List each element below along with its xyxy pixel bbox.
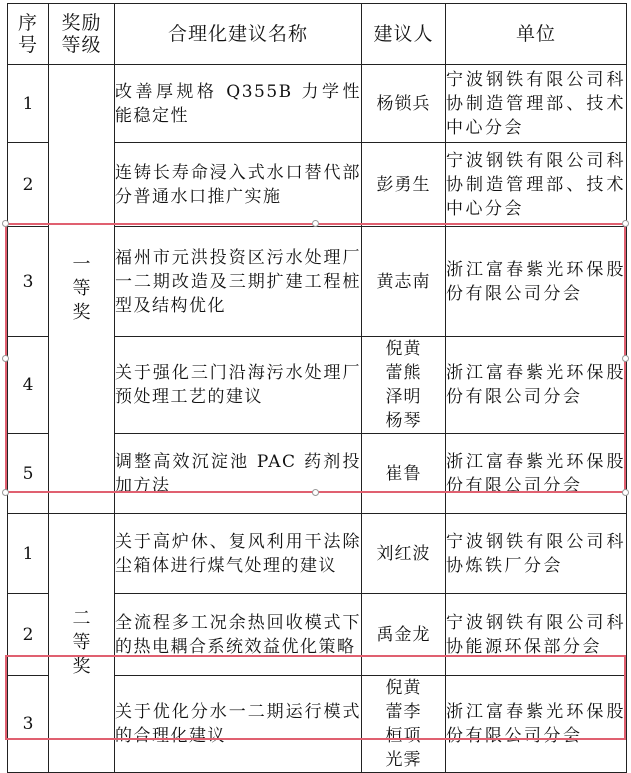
proposer-cell: 崔鲁: [362, 434, 446, 514]
seq-cell: 2: [8, 594, 49, 676]
unit-cell: 浙江富春紫光环保股份有限公司分会: [446, 337, 627, 434]
proposer-cell: 禹金龙: [362, 594, 446, 676]
proposal-name-cell: 全流程多工况余热回收模式下的热电耦合系统效益优化策略: [115, 594, 362, 676]
proposal-name-cell: 改善厚规格 Q355B 力学性能稳定性: [115, 65, 362, 143]
table-row: [8, 514, 627, 594]
resize-handle[interactable]: [2, 355, 9, 362]
seq-cell: 3: [8, 676, 49, 773]
proposer-cell: 杨锁兵: [362, 65, 446, 143]
proposer-cell: 倪黄蕾熊泽明杨琴: [362, 337, 446, 434]
seq-cell: 3: [8, 227, 49, 337]
seq-cell: 1: [8, 65, 49, 143]
header-unit: 单位: [446, 4, 627, 65]
header-name: 合理化建议名称: [115, 4, 362, 65]
seq-cell: 5: [8, 434, 49, 514]
resize-handle[interactable]: [312, 220, 319, 227]
header-proposer: 建议人: [362, 4, 446, 65]
proposal-name-cell: 关于强化三门沿海污水处理厂预处理工艺的建议: [115, 337, 362, 434]
resize-handle[interactable]: [2, 220, 9, 227]
unit-cell: 宁波钢铁有限公司科协制造管理部、技术中心分会: [446, 143, 627, 227]
proposer-cell: 倪黄蕾李桓项光霁: [362, 676, 446, 773]
unit-cell: 浙江富春紫光环保股份有限公司分会: [446, 227, 627, 337]
seq-cell: 2: [8, 143, 49, 227]
proposal-name-cell: 调整高效沉淀池 PAC 药剂投加方法: [115, 434, 362, 514]
table-row: [8, 65, 627, 143]
resize-handle[interactable]: [622, 489, 629, 496]
unit-cell: 浙江富春紫光环保股份有限公司分会: [446, 434, 627, 514]
unit-cell: 宁波钢铁有限公司科协制造管理部、技术中心分会: [446, 65, 627, 143]
proposer-cell: 刘红波: [362, 514, 446, 594]
seq-cell: 1: [8, 514, 49, 594]
unit-cell: 宁波钢铁有限公司科协能源环保部分会: [446, 594, 627, 676]
proposer-cell: 彭勇生: [362, 143, 446, 227]
resize-handle[interactable]: [622, 220, 629, 227]
grade-cell-second: 二等奖: [49, 514, 115, 773]
unit-cell: 宁波钢铁有限公司科协炼铁厂分会: [446, 514, 627, 594]
proposal-name-cell: 关于优化分水一二期运行模式的合理化建议: [115, 676, 362, 773]
proposal-name-cell: 关于高炉休、复风利用干法除尘箱体进行煤气处理的建议: [115, 514, 362, 594]
seq-cell: 4: [8, 337, 49, 434]
proposal-name-cell: 福州市元洪投资区污水处理厂一二期改造及三期扩建工程桩型及结构优化: [115, 227, 362, 337]
resize-handle[interactable]: [2, 489, 9, 496]
header-seq: 序号: [8, 4, 49, 65]
resize-handle[interactable]: [312, 489, 319, 496]
unit-cell: 浙江富春紫光环保股份有限公司分会: [446, 676, 627, 773]
proposer-cell: 黄志南: [362, 227, 446, 337]
proposal-name-cell: 连铸长寿命浸入式水口替代部分普通水口推广实施: [115, 143, 362, 227]
header-row: [8, 4, 627, 65]
awards-table: [7, 3, 627, 773]
grade-cell-first: 一等奖: [49, 65, 115, 514]
resize-handle[interactable]: [622, 355, 629, 362]
header-grade: 奖励等级: [49, 4, 115, 65]
